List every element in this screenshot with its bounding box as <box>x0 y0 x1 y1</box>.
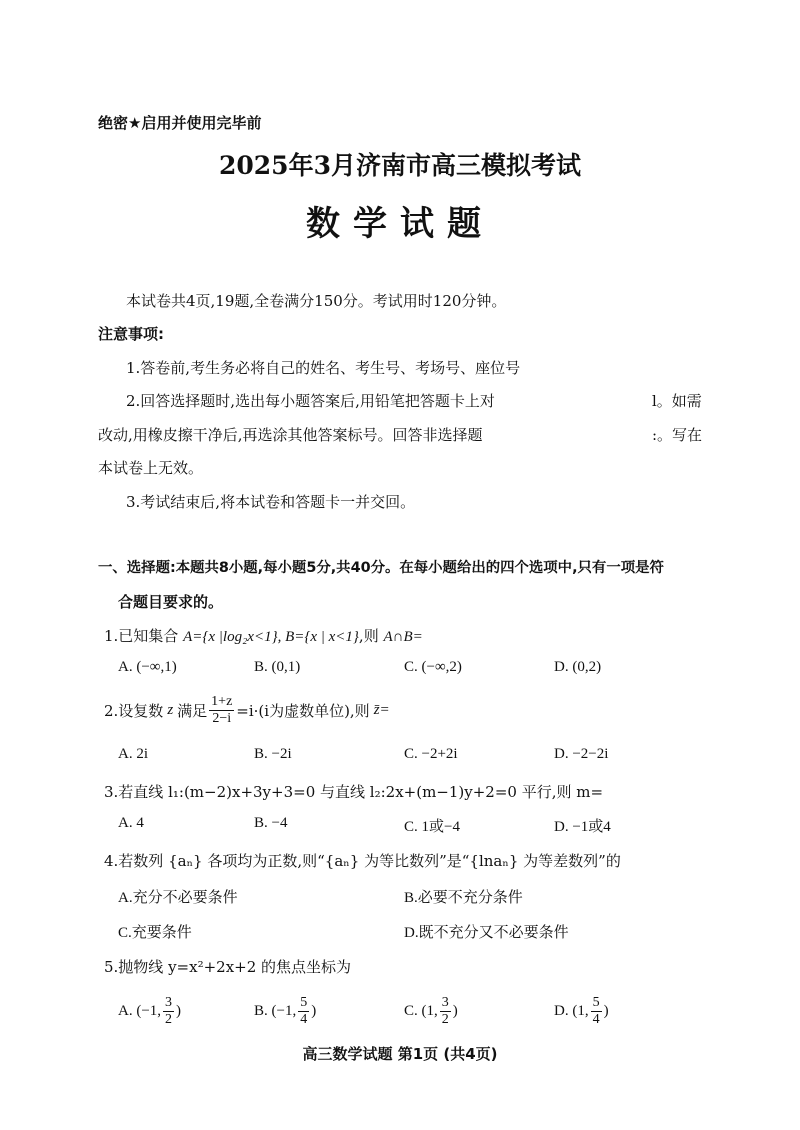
confidential-label: 绝密★启用并使用完毕前 <box>98 114 262 132</box>
question-2-fraction-numerator: 1+z <box>211 694 233 709</box>
question-3-option-c: C. 1或−4 <box>404 819 460 835</box>
note-item-2-line-2: 改动,用橡皮擦干净后,再选涂其他答案标号。回答非选择题 <box>98 426 483 444</box>
intro-text: 本试卷共4页,19题,全卷满分150分。考试用时120分钟。 <box>126 292 507 310</box>
notes-heading: 注意事项: <box>98 325 164 343</box>
note-item-2-line-2-end: :。写在 <box>652 426 703 444</box>
question-1-option-a: A. (−∞,1) <box>118 659 177 675</box>
question-1-option-c: C. (−∞,2) <box>404 659 462 675</box>
question-4-option-b: B.必要不充分条件 <box>404 890 523 906</box>
question-2-option-d: D. −2−2i <box>554 746 609 762</box>
question-5-option-d-fraction <box>591 995 602 1028</box>
question-2-stem-mid: 满足 <box>177 702 208 720</box>
question-5-option-b-prefix: B. (−1, <box>254 1003 297 1019</box>
question-5-option-c-prefix: C. (1, <box>404 1003 438 1019</box>
question-2-option-c: C. −2+2i <box>404 746 458 762</box>
question-2-conjugate: z̄= <box>373 702 390 718</box>
question-5-option-b-numerator: 5 <box>300 995 308 1010</box>
question-1-option-d: D. (0,2) <box>554 659 602 675</box>
note-item-2-line-3: 本试卷上无效。 <box>98 459 204 477</box>
question-5-stem: 5.抛物线 y=x²+2x+2 的焦点坐标为 <box>104 958 352 976</box>
question-5-option-d-prefix: D. (1, <box>554 1003 589 1019</box>
question-1-intersection: A∩B= <box>383 629 423 645</box>
question-5-option-c-fraction <box>440 995 451 1028</box>
section-heading-line-1: 一、选择题:本题共8小题,每小题5分,共40分。在每小题给出的四个选项中,只有一项是符 <box>98 560 664 576</box>
note-item-2-line-1: 2.回答选择题时,选出每小题答案后,用铅笔把答题卡上对 <box>126 392 495 410</box>
question-5-option-d <box>554 995 609 1028</box>
question-5-option-d-denominator: 4 <box>592 1012 600 1027</box>
question-2-option-b: B. −2i <box>254 746 292 762</box>
question-5-option-a-numerator: 3 <box>165 995 173 1010</box>
question-1-sets: A={x |log₂x<1}, B={x | x<1} <box>183 629 359 645</box>
question-3-stem: 3.若直线 l₁:(m−2)x+3y+3=0 与直线 l₂:2x+(m−1)y+2=0 平行,则 m= <box>104 783 604 801</box>
question-5-option-c-suffix: ) <box>452 1003 458 1019</box>
question-2-option-a: A. 2i <box>118 746 148 762</box>
question-2-stem <box>104 694 390 727</box>
question-5-option-c-denominator: 2 <box>441 1012 449 1027</box>
question-5-option-a-prefix: A. (−1, <box>118 1003 162 1019</box>
note-item-3: 3.考试结束后,将本试卷和答题卡一并交回。 <box>126 493 416 511</box>
question-2-fraction-denominator: 2−i <box>212 711 232 726</box>
question-5-option-a-fraction <box>163 995 174 1028</box>
question-2-stem-prefix: 2.设复数 <box>104 702 164 720</box>
question-5-option-c-numerator: 3 <box>441 995 449 1010</box>
exam-title: 2025年3月济南市高三模拟考试 <box>219 151 581 180</box>
question-4-option-c: C.充要条件 <box>118 925 192 941</box>
question-2-fraction <box>209 694 234 727</box>
question-5-option-d-numerator: 5 <box>592 995 600 1010</box>
question-2-variable: z <box>167 702 174 718</box>
question-2-stem-post: =i·(i为虚数单位),则 <box>236 702 370 720</box>
question-5-option-b-suffix: ) <box>311 1003 317 1019</box>
note-item-1: 1.答卷前,考生务必将自己的姓名、考生号、考场号、座位号 <box>126 359 521 377</box>
question-5-option-b-fraction <box>298 995 309 1028</box>
note-item-2-line-1-end: l。如需 <box>652 392 702 410</box>
question-4-option-d: D.既不充分又不必要条件 <box>404 925 569 941</box>
page-footer: 高三数学试题 第1页 (共4页) <box>302 1045 498 1063</box>
question-5-option-a-denominator: 2 <box>165 1012 173 1027</box>
question-1-stem-prefix: 1.已知集合 <box>104 627 179 645</box>
question-1-option-b: B. (0,1) <box>254 659 301 675</box>
question-4-option-a: A.充分不必要条件 <box>118 890 238 906</box>
question-3-option-a: A. 4 <box>118 815 144 831</box>
question-5-option-d-suffix: ) <box>603 1003 609 1019</box>
question-5-option-a-suffix: ) <box>176 1003 182 1019</box>
question-5-option-b-denominator: 4 <box>300 1012 308 1027</box>
section-heading-line-2: 合题目要求的。 <box>118 593 224 611</box>
subject-title: 数学试题 <box>306 204 494 244</box>
question-5-option-b <box>254 995 316 1028</box>
question-1-stem <box>104 625 423 646</box>
question-3-option-b: B. −4 <box>254 815 288 831</box>
question-4-stem: 4.若数列 {aₙ} 各项均为正数,则“{aₙ} 为等比数列”是“{lnaₙ} 为等差数列”的 <box>104 852 621 870</box>
question-3-option-d: D. −1或4 <box>554 819 611 835</box>
question-1-stem-then: ,则 <box>358 627 379 645</box>
question-5-option-c <box>404 995 458 1028</box>
question-5-option-a <box>118 995 181 1028</box>
